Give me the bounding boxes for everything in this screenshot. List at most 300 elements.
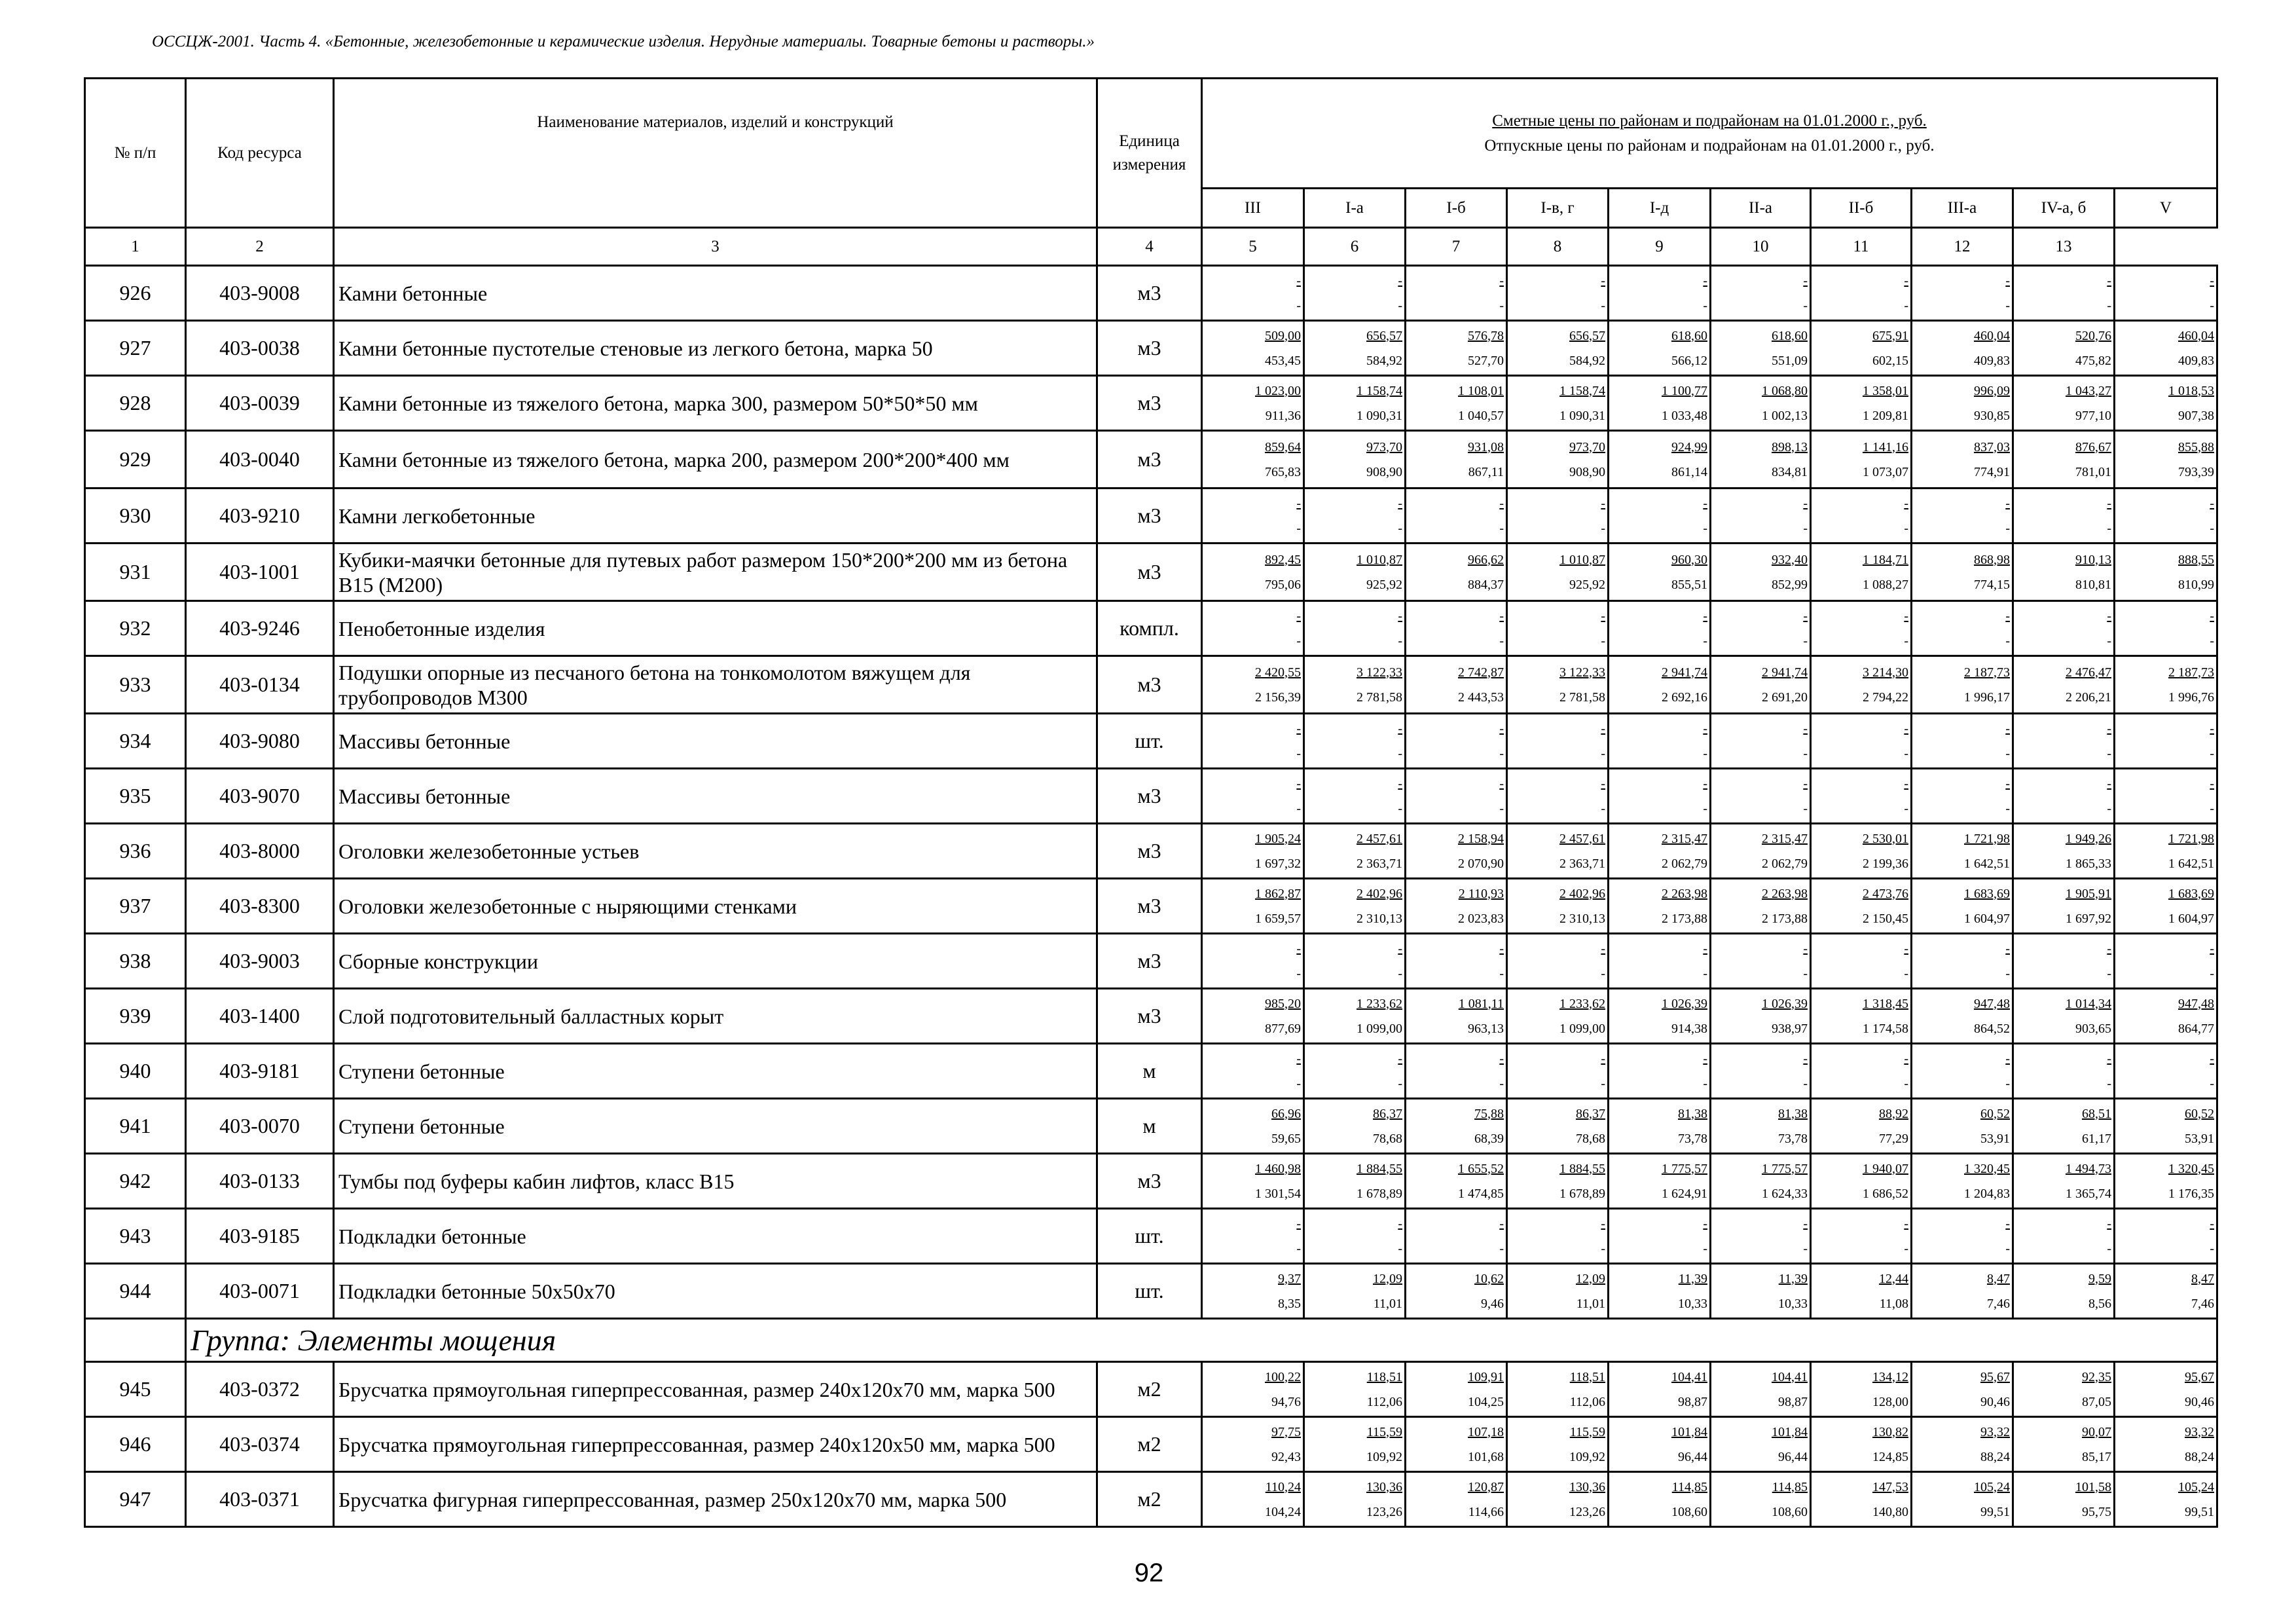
price-cell	[1507, 1154, 1609, 1209]
estimate-price: 9,37	[1278, 1271, 1301, 1286]
estimate-price: -	[2005, 941, 2010, 956]
column-number: 4	[1097, 228, 1202, 266]
price-cell	[1711, 989, 1811, 1044]
price-cell	[2013, 1099, 2115, 1154]
price-cell	[2013, 824, 2115, 879]
estimate-price: -	[2210, 941, 2215, 956]
table-row	[85, 656, 2217, 714]
estimate-price: 3 122,33	[1559, 665, 1605, 680]
price-cell	[1304, 714, 1406, 769]
release-price: 1 604,97	[2168, 911, 2215, 926]
resource-code: 403-0371	[186, 1472, 334, 1527]
estimate-price: 2 110,93	[1458, 886, 1504, 901]
release-price: 11,01	[1576, 1296, 1605, 1311]
release-price: 1 176,35	[2168, 1186, 2215, 1201]
header-prices-release: Отпускные цены по районам и подрайонам на 01.01.2000 г., руб.	[1484, 136, 1935, 155]
table-row	[85, 376, 2217, 431]
row-number: 939	[85, 989, 186, 1044]
release-price: 1 301,54	[1255, 1186, 1301, 1201]
price-cell	[2115, 601, 2217, 656]
estimate-price: 910,13	[2075, 552, 2111, 567]
release-price: -	[1803, 746, 1808, 761]
estimate-price: 81,38	[1778, 1106, 1808, 1121]
row-number: 945	[85, 1362, 186, 1417]
release-price: 90,46	[2185, 1394, 2215, 1409]
release-price: -	[1499, 298, 1504, 313]
estimate-price: 1 862,87	[1255, 886, 1301, 901]
price-cell	[1711, 1099, 1811, 1154]
estimate-price: -	[1296, 776, 1301, 791]
price-cell	[1609, 1417, 1711, 1472]
price-cell	[1304, 376, 1406, 431]
estimate-price: 115,59	[1569, 1424, 1605, 1439]
resource-code: 403-1400	[186, 989, 334, 1044]
release-price: -	[1904, 746, 1908, 761]
release-price: -	[1703, 521, 1707, 536]
estimate-price: -	[1703, 941, 1707, 956]
price-cell	[1202, 879, 1304, 934]
price-cell	[1304, 934, 1406, 989]
release-price: 128,00	[1872, 1394, 1908, 1409]
price-cell	[1711, 714, 1811, 769]
estimate-price: 924,99	[1671, 439, 1707, 454]
estimate-price: 3 214,30	[1863, 665, 1908, 680]
price-cell	[1202, 989, 1304, 1044]
price-cell	[1912, 714, 2013, 769]
price-cell	[1912, 266, 2013, 321]
release-price: 104,25	[1468, 1394, 1504, 1409]
price-cell	[1711, 601, 1811, 656]
release-price: -	[1803, 966, 1808, 981]
release-price: 78,68	[1373, 1131, 1402, 1146]
estimate-price: 1 683,69	[2168, 886, 2215, 901]
header-region: II-а	[1711, 189, 1811, 228]
estimate-price: 2 457,61	[1357, 831, 1402, 846]
price-cell	[1811, 1472, 1912, 1527]
price-cell	[1507, 1044, 1609, 1099]
header-name: Наименование материалов, изделий и конструкций	[334, 79, 1097, 228]
estimate-price: 115,59	[1366, 1424, 1402, 1439]
release-price: 109,92	[1569, 1449, 1605, 1464]
estimate-price: -	[1296, 496, 1301, 511]
price-cell	[2115, 769, 2217, 824]
header-region: I-б	[1406, 189, 1507, 228]
table-row	[85, 769, 2217, 824]
unit: м3	[1097, 376, 1202, 431]
price-cell	[1912, 489, 2013, 544]
estimate-price: -	[2210, 1051, 2215, 1066]
estimate-price: 109,91	[1468, 1369, 1504, 1384]
estimate-price: -	[1296, 608, 1301, 623]
release-price: 1 090,31	[1357, 408, 1402, 423]
release-price: 108,60	[1772, 1504, 1808, 1519]
estimate-price: 2 473,76	[1863, 886, 1908, 901]
estimate-price: -	[1601, 496, 1605, 511]
price-cell	[2115, 1154, 2217, 1209]
column-number: 5	[1202, 228, 1304, 266]
price-cell	[1609, 879, 1711, 934]
price-cell	[1711, 656, 1811, 714]
price-cell	[2115, 989, 2217, 1044]
estimate-price: 888,55	[2178, 552, 2215, 567]
row-number: 933	[85, 656, 186, 714]
price-cell	[2013, 656, 2115, 714]
estimate-price: 88,92	[1879, 1106, 1908, 1121]
estimate-price: -	[1904, 1051, 1908, 1066]
price-cell	[2115, 1417, 2217, 1472]
price-cell	[1609, 544, 1711, 601]
release-price: 88,24	[2185, 1449, 2215, 1464]
estimate-price: 147,53	[1872, 1479, 1908, 1494]
estimate-price: 1 905,24	[1255, 831, 1301, 846]
release-price: 1 209,81	[1863, 408, 1908, 423]
estimate-price: -	[1499, 1051, 1504, 1066]
release-price: 2 363,71	[1559, 856, 1605, 871]
release-price: -	[2107, 633, 2111, 648]
estimate-price: 618,60	[1671, 328, 1707, 343]
release-price: -	[1499, 1076, 1504, 1091]
table-row	[85, 824, 2217, 879]
header-region: III	[1202, 189, 1304, 228]
release-price: -	[1296, 1076, 1301, 1091]
unit: шт.	[1097, 1209, 1202, 1264]
release-price: -	[1703, 966, 1707, 981]
release-price: 453,45	[1265, 353, 1301, 368]
price-cell	[2013, 714, 2115, 769]
release-price: -	[1601, 966, 1605, 981]
estimate-price: -	[1803, 608, 1808, 623]
estimate-price: 107,18	[1468, 1424, 1504, 1439]
release-price: 61,17	[2082, 1131, 2111, 1146]
release-price: -	[1703, 633, 1707, 648]
release-price: -	[1601, 1076, 1605, 1091]
release-price: 11,08	[1879, 1296, 1908, 1311]
estimate-price: 1 940,07	[1863, 1161, 1908, 1176]
price-cell	[1609, 1264, 1711, 1319]
release-price: 930,85	[1974, 408, 2010, 423]
estimate-price: -	[1296, 721, 1301, 736]
material-name: Брусчатка прямоугольная гиперпрессованная, размер 240х120х70 мм, марка 500	[334, 1362, 1097, 1417]
estimate-price: 460,04	[2178, 328, 2215, 343]
column-number: 9	[1609, 228, 1711, 266]
price-cell	[1711, 1209, 1811, 1264]
estimate-price: 90,07	[2082, 1424, 2111, 1439]
estimate-price: 855,88	[2178, 439, 2215, 454]
price-cell	[1609, 1044, 1711, 1099]
release-price: 911,36	[1265, 408, 1301, 423]
price-cell	[1912, 544, 2013, 601]
resource-code: 403-1001	[186, 544, 334, 601]
unit: м2	[1097, 1472, 1202, 1527]
release-price: 9,46	[1481, 1296, 1504, 1311]
column-number: 13	[2013, 228, 2115, 266]
release-price: 95,75	[2082, 1504, 2111, 1519]
price-cell	[1912, 1417, 2013, 1472]
estimate-price: 932,40	[1772, 552, 1808, 567]
release-price: 78,68	[1576, 1131, 1605, 1146]
estimate-price: 105,24	[1974, 1479, 2010, 1494]
estimate-price: 8,47	[1987, 1271, 2010, 1286]
resource-code: 403-9008	[186, 266, 334, 321]
release-price: -	[1703, 1241, 1707, 1256]
release-price: -	[1499, 633, 1504, 648]
row-number: 940	[85, 1044, 186, 1099]
price-cell	[1912, 376, 2013, 431]
row-number: 937	[85, 879, 186, 934]
release-price: 765,83	[1265, 464, 1301, 479]
document-header: ОССЦЖ-2001. Часть 4. «Бетонные, железобетонные и керамические изделия. Нерудные материалы. Товарные бетоны и растворы.»	[152, 33, 1095, 50]
release-price: 1 474,85	[1458, 1186, 1504, 1201]
price-cell	[1202, 1209, 1304, 1264]
release-price: 584,92	[1366, 353, 1402, 368]
price-cell	[2115, 266, 2217, 321]
row-number: 930	[85, 489, 186, 544]
unit: м3	[1097, 1154, 1202, 1209]
price-cell	[1711, 431, 1811, 489]
estimate-price: -	[1601, 941, 1605, 956]
price-cell	[1811, 1099, 1912, 1154]
estimate-price: 1 775,57	[1662, 1161, 1707, 1176]
estimate-price: 1 068,80	[1762, 383, 1808, 398]
estimate-price: -	[1803, 941, 1808, 956]
estimate-price: 1 010,87	[1357, 552, 1402, 567]
release-price: -	[2107, 1076, 2111, 1091]
table-row	[85, 714, 2217, 769]
release-price: 68,39	[1474, 1131, 1504, 1146]
release-price: -	[2210, 746, 2215, 761]
price-cell	[2013, 544, 2115, 601]
price-cell	[1609, 376, 1711, 431]
estimate-price: 656,57	[1569, 328, 1605, 343]
row-number: 932	[85, 601, 186, 656]
estimate-price: -	[1803, 1051, 1808, 1066]
release-price: 85,17	[2082, 1449, 2111, 1464]
estimate-price: 1 100,77	[1662, 383, 1707, 398]
release-price: 104,24	[1265, 1504, 1301, 1519]
estimate-price: 1 026,39	[1762, 996, 1808, 1011]
release-price: -	[2210, 1241, 2215, 1256]
price-cell	[1406, 489, 1507, 544]
release-price: -	[1703, 801, 1707, 816]
estimate-price: 118,51	[1569, 1369, 1605, 1384]
estimate-price: 1 683,69	[1964, 886, 2010, 901]
release-price: -	[1703, 746, 1707, 761]
unit: м3	[1097, 656, 1202, 714]
estimate-price: -	[1904, 941, 1908, 956]
unit: м3	[1097, 934, 1202, 989]
release-price: 1 073,07	[1863, 464, 1908, 479]
release-price: 834,81	[1772, 464, 1808, 479]
resource-code: 403-9210	[186, 489, 334, 544]
estimate-price: 12,44	[1879, 1271, 1908, 1286]
price-cell	[1811, 376, 1912, 431]
release-price: 7,46	[2191, 1296, 2215, 1311]
unit: м2	[1097, 1362, 1202, 1417]
release-price: 861,14	[1671, 464, 1707, 479]
estimate-price: 104,41	[1671, 1369, 1707, 1384]
price-cell	[2115, 489, 2217, 544]
release-price: 98,87	[1678, 1394, 1707, 1409]
resource-code: 403-0374	[186, 1417, 334, 1472]
release-price: -	[2210, 1076, 2215, 1091]
release-price: 781,01	[2075, 464, 2111, 479]
estimate-price: 1 233,62	[1559, 996, 1605, 1011]
release-price: 1 996,76	[2168, 690, 2215, 705]
estimate-price: -	[1296, 273, 1301, 288]
release-price: -	[1803, 298, 1808, 313]
release-price: 7,46	[1987, 1296, 2010, 1311]
price-cell	[1711, 266, 1811, 321]
release-price: 527,70	[1468, 353, 1504, 368]
estimate-price: 105,24	[2178, 1479, 2215, 1494]
estimate-price: -	[1703, 608, 1707, 623]
price-cell	[1406, 601, 1507, 656]
release-price: 1 642,51	[2168, 856, 2215, 871]
release-price: -	[2005, 746, 2010, 761]
price-cell	[1406, 544, 1507, 601]
estimate-price: -	[1904, 1216, 1908, 1231]
row-number: 942	[85, 1154, 186, 1209]
estimate-price: 2 402,96	[1559, 886, 1605, 901]
release-price: -	[1904, 298, 1908, 313]
release-price: 2 156,39	[1255, 690, 1301, 705]
price-cell	[2013, 1209, 2115, 1264]
price-cell	[1811, 1209, 1912, 1264]
material-name: Слой подготовительный балластных корыт	[334, 989, 1097, 1044]
price-cell	[1304, 656, 1406, 714]
unit: шт.	[1097, 714, 1202, 769]
row-number: 938	[85, 934, 186, 989]
material-name: Камни бетонные пустотелые стеновые из легкого бетона, марка 50	[334, 321, 1097, 376]
release-price: 2 363,71	[1357, 856, 1402, 871]
price-cell	[1406, 879, 1507, 934]
release-price: 1 678,89	[1559, 1186, 1605, 1201]
price-cell	[1811, 934, 1912, 989]
table-row	[85, 989, 2217, 1044]
release-price: 2 691,20	[1762, 690, 1808, 705]
price-cell	[1711, 376, 1811, 431]
release-price: 864,52	[1974, 1021, 2010, 1036]
release-price: 977,10	[2075, 408, 2111, 423]
estimate-price: 66,96	[1271, 1106, 1301, 1121]
resource-code: 403-0038	[186, 321, 334, 376]
estimate-price: 60,52	[1980, 1106, 2010, 1121]
estimate-price: 2 941,74	[1662, 665, 1707, 680]
estimate-price: 68,51	[2082, 1106, 2111, 1121]
estimate-price: 1 233,62	[1357, 996, 1402, 1011]
estimate-price: -	[1601, 721, 1605, 736]
release-price: 877,69	[1265, 1021, 1301, 1036]
resource-code: 403-9185	[186, 1209, 334, 1264]
release-price: -	[1499, 966, 1504, 981]
price-cell	[1406, 1209, 1507, 1264]
price-cell	[1304, 544, 1406, 601]
estimate-price: -	[1703, 273, 1707, 288]
table-row	[85, 266, 2217, 321]
release-price: 1 686,52	[1863, 1186, 1908, 1201]
release-price: 2 199,36	[1863, 856, 1908, 871]
estimate-price: 1 949,26	[2066, 831, 2111, 846]
price-cell	[1304, 1417, 1406, 1472]
release-price: 59,65	[1271, 1131, 1301, 1146]
release-price: 1 099,00	[1357, 1021, 1402, 1036]
estimate-price: 101,84	[1772, 1424, 1808, 1439]
price-cell	[1202, 1099, 1304, 1154]
price-cell	[1912, 1472, 2013, 1527]
release-price: 551,09	[1772, 353, 1808, 368]
release-price: 409,83	[1974, 353, 2010, 368]
release-price: -	[1499, 746, 1504, 761]
row-number: 928	[85, 376, 186, 431]
estimate-price: -	[1601, 1216, 1605, 1231]
release-price: 2 150,45	[1863, 911, 1908, 926]
release-price: -	[1904, 521, 1908, 536]
release-price: 810,81	[2075, 577, 2111, 592]
estimate-price: 1 884,55	[1357, 1161, 1402, 1176]
price-cell	[2115, 1099, 2217, 1154]
price-cell	[1202, 1264, 1304, 1319]
table-row	[85, 1209, 2217, 1264]
row-number: 927	[85, 321, 186, 376]
row-number: 926	[85, 266, 186, 321]
unit: м	[1097, 1099, 1202, 1154]
release-price: 774,15	[1974, 577, 2010, 592]
price-cell	[1507, 714, 1609, 769]
estimate-price: 876,67	[2075, 439, 2111, 454]
price-cell	[1811, 656, 1912, 714]
column-number: 11	[1811, 228, 1912, 266]
estimate-price: 118,51	[1366, 1369, 1402, 1384]
estimate-price: -	[1499, 776, 1504, 791]
price-cell	[2013, 1044, 2115, 1099]
estimate-price: 509,00	[1265, 328, 1301, 343]
price-cell	[1609, 1209, 1711, 1264]
release-price: -	[1904, 633, 1908, 648]
row-number: 934	[85, 714, 186, 769]
estimate-price: -	[1398, 496, 1402, 511]
material-name: Массивы бетонные	[334, 769, 1097, 824]
column-number: 8	[1507, 228, 1609, 266]
material-name: Сборные конструкции	[334, 934, 1097, 989]
estimate-price: 2 315,47	[1762, 831, 1808, 846]
unit: м3	[1097, 431, 1202, 489]
price-cell	[1811, 824, 1912, 879]
estimate-price: -	[2005, 1216, 2010, 1231]
price-cell	[2115, 714, 2217, 769]
row-number: 936	[85, 824, 186, 879]
estimate-price: 892,45	[1265, 552, 1301, 567]
price-cell	[1912, 601, 2013, 656]
release-price: -	[2005, 633, 2010, 648]
estimate-price: 93,32	[1980, 1424, 2010, 1439]
estimate-price: -	[1296, 1051, 1301, 1066]
price-cell	[1811, 431, 1912, 489]
estimate-price: 2 420,55	[1255, 665, 1301, 680]
estimate-price: 2 158,94	[1458, 831, 1504, 846]
release-price: 88,24	[1980, 1449, 2010, 1464]
price-cell	[1406, 1264, 1507, 1319]
material-name: Камни бетонные из тяжелого бетона, марка 300, размером 50*50*50 мм	[334, 376, 1097, 431]
price-cell	[1507, 989, 1609, 1044]
estimate-price: 86,37	[1576, 1106, 1605, 1121]
estimate-price: 2 263,98	[1662, 886, 1707, 901]
price-cell	[1202, 769, 1304, 824]
price-cell	[1202, 1472, 1304, 1527]
price-cell	[1609, 321, 1711, 376]
estimate-price: 100,22	[1265, 1369, 1301, 1384]
resource-code: 403-0134	[186, 656, 334, 714]
price-cell	[1811, 489, 1912, 544]
